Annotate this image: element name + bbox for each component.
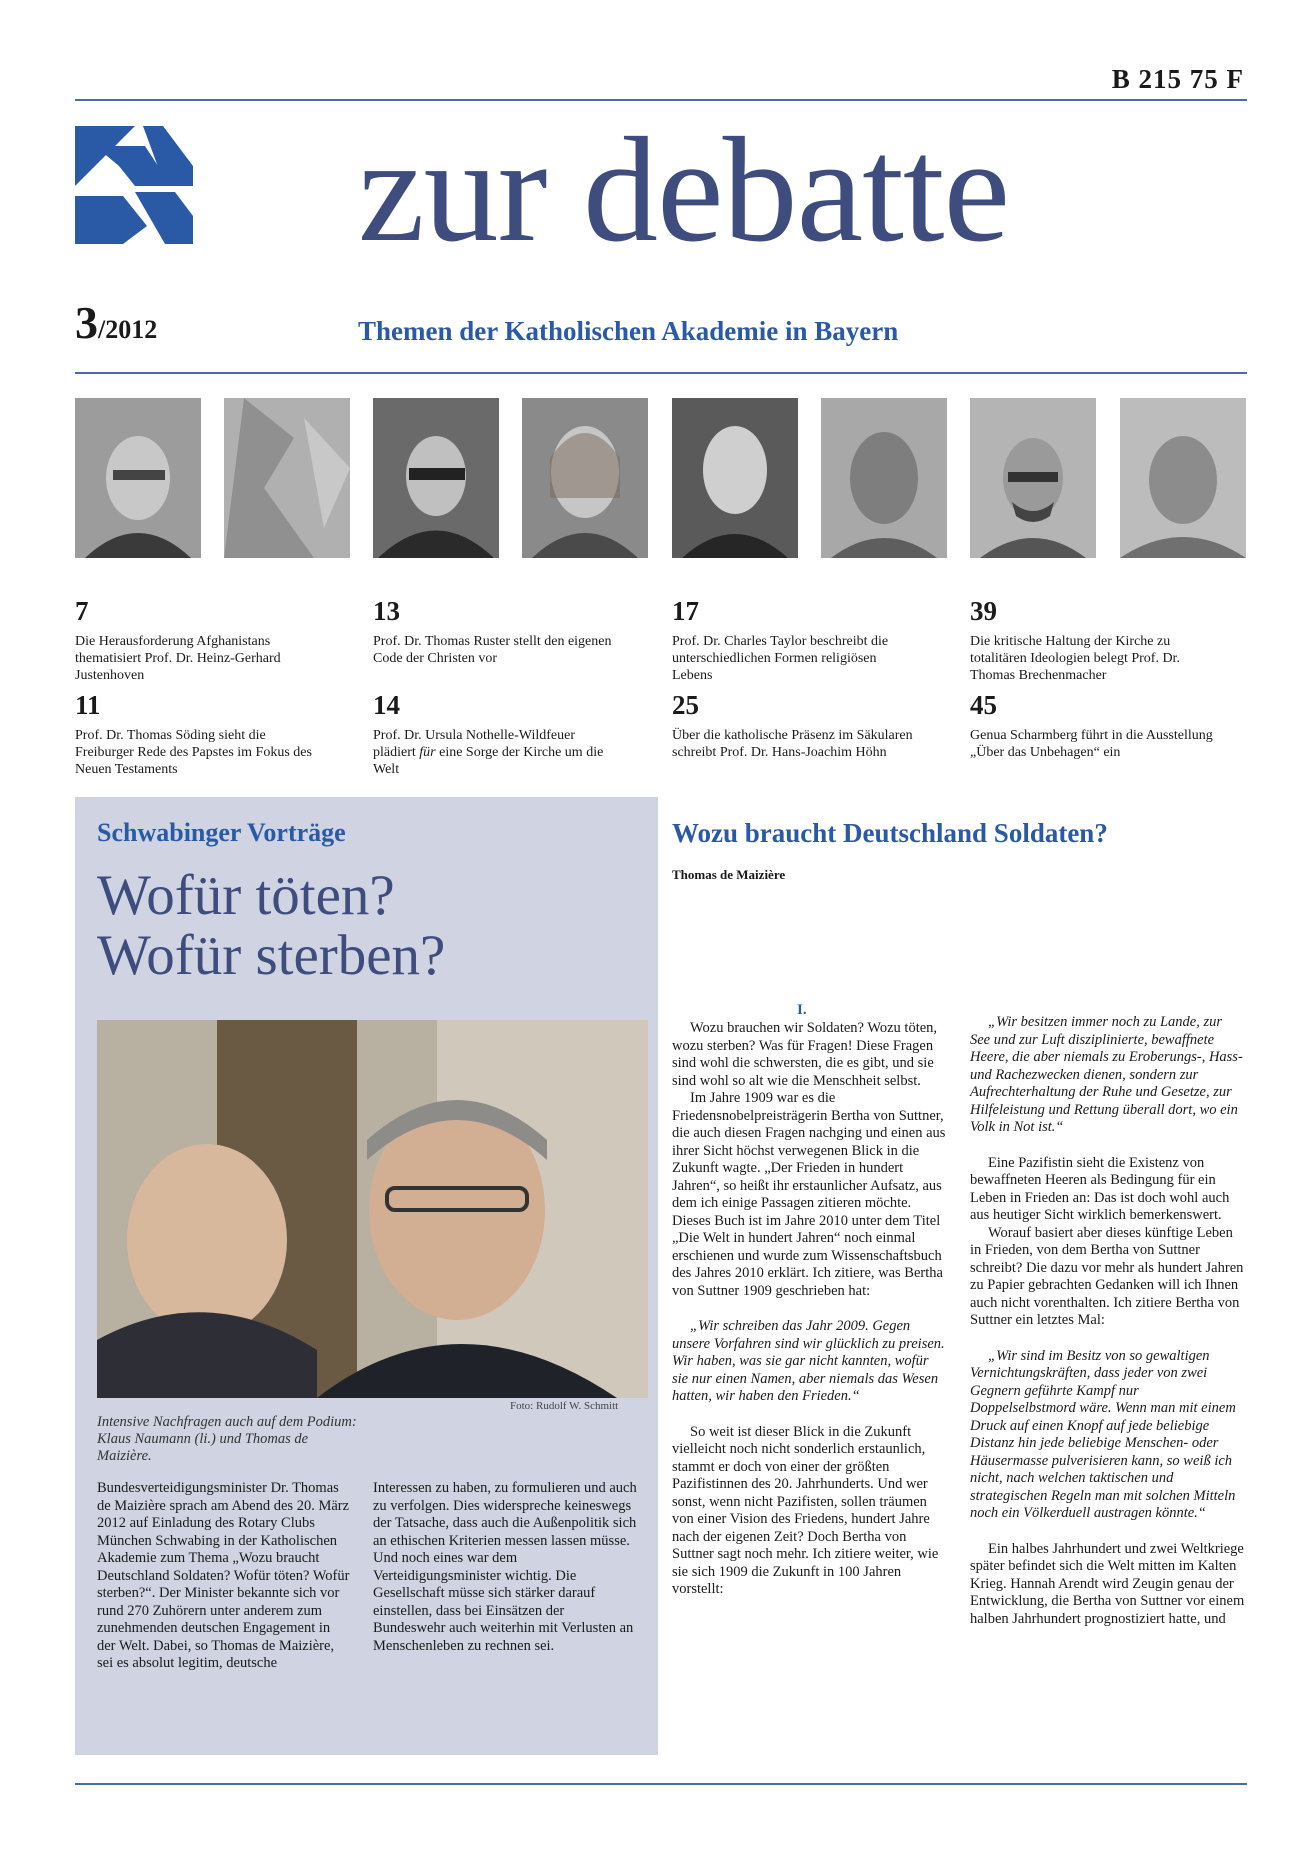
toc-entry-text: Die Herausforderung Afghanistans thematisiert Prof. Dr. Heinz-Gerhard Justenhoven <box>75 634 281 683</box>
masthead-subtitle: Themen der Katholischen Akademie in Bayern <box>358 316 899 346</box>
headline-line: Wofür töten? <box>97 864 395 927</box>
article-paragraph: Ein halbes Jahrhundert und zwei Weltkriege später befindet sich die Welt mitten im Kalten Krieg. Hannah Arendt wird Zeugin genau der Entwicklung, die Bertha von Suttner vor einem halben Jahrhundert prognostiziert hatte, und <box>970 1540 1245 1627</box>
headline-line: Wofür sterben? <box>97 924 446 987</box>
photo-caption: Intensive Nachfragen auch auf dem Podium: Klaus Naumann (li.) und Thomas de Maizière. <box>97 1414 357 1464</box>
toc-entry-text: Prof. Dr. Thomas Söding sieht die Freiburger Rede des Papstes im Fokus des Neuen Testaments <box>75 728 312 777</box>
issue-number <box>75 296 157 349</box>
portrait-photo <box>373 398 499 558</box>
toc-page-number: 14 <box>373 690 400 720</box>
photo-credit: Foto: Rudolf W. Schmitt <box>510 1400 619 1412</box>
feature-kicker: Schwabinger Vorträge <box>97 818 346 847</box>
toc-text-part: Prof. Dr. Ursula Nothelle-Wildfeuer plädiert <box>373 728 575 760</box>
toc-entry-text <box>373 727 618 778</box>
toc-page-number: 39 <box>970 596 997 626</box>
noise-photo <box>224 398 350 558</box>
toc-page-number: 45 <box>970 690 997 720</box>
header-rule <box>75 372 1247 374</box>
toc-entry-text: Prof. Dr. Thomas Ruster stellt den eigenen Code der Christen vor <box>373 634 612 666</box>
article-paragraph: So weit ist dieser Blick in die Zukunft vielleicht noch nicht sonderlich erstaunlich, stammt er doch von einer der größten Pazifistinnen des 20. Jahrhunderts. Und wer sonst, wenn nicht Pazifisten, sollen träumen von einer Vision des Friedens, hundert Jahre nach der eigenen Zeit? Doch Bertha von Suttner sagt noch mehr. Ich zitiere weiter, wie sie sich 1909 die Zukunft in 100 Jahren vorstellt: <box>672 1423 939 1597</box>
article-quote: „Wir sind im Besitz von so gewaltigen Vernichtungskräften, dass jeder von zwei Gegnern geführte Kampf nur Doppelselbstmord wäre. Wenn man mit einem Druck auf einen Knopf auf jede beliebige Distanz hin jede beliebige Menschen- oder Häusermasse pulverisieren kann, so weiß ich nicht, nach welchen taktischen und strategischen Regeln man mit solchen Mitteln noch ein Völkerduell austragen könnte.“ <box>970 1347 1236 1521</box>
article-paragraph: Worauf basiert aber dieses künftige Leben in Frieden, von dem Bertha von Suttner schreibt? Die dazu vor mehr als hundert Jahren zu Papier gebrachten Gedanken will ich Ihnen auch nicht vorenthalten. Ich zitiere Bertha von Suttner ein letztes Mal: <box>970 1224 1244 1328</box>
article-quote: „Wir besitzen immer noch zu Lande, zur See und zur Luft disziplinierte, bewaffnete Heere, die aber niemals zu Eroberungs-, Hass- und Rachezwecken dienen, sondern zur Aufrechterhaltung der Ruhe und Gesetze, zur Hilfeleistung und Rettung überall dort, wo ein Volk in Not ist.“ <box>970 1014 1243 1135</box>
feature-photo <box>97 1020 648 1398</box>
article-quote: „Wir schreiben das Jahr 2009. Gegen unsere Vorfahren sind wir glücklich zu preisen. Wir haben, was sie gar nicht kannten, wofür sie nur einen Namen, aber niemals das Wesen hatten, wir haben den Frieden.“ <box>672 1318 945 1404</box>
issue-year: /2012 <box>98 315 158 344</box>
issue-number-main: 3 <box>75 297 98 348</box>
bottom-rule <box>75 1783 1247 1785</box>
feature-paragraph: Interessen zu haben, zu formulieren und auch zu verfolgen. Dies widerspreche keineswegs der Tatsache, dass auch die Außenpolitik sich an ethischen Kriterien messen lassen müsse. Und noch eines war dem Verteidigungsminister wichtig. Die Gesellschaft müsse sich stärker darauf einstellen, dass bei Einsätzen der Bundeswehr auch weiterhin mit Verlusten an Menschenleben zu rechnen sei. <box>373 1480 637 1654</box>
toc-page-number: 11 <box>75 690 101 720</box>
publication-code: B 215 75 F <box>1111 64 1244 94</box>
article-paragraph: Eine Pazifistin sieht die Existenz von bewaffneten Heeren als Bedingung für ein Leben in Frieden an: Das ist doch wohl auch aus heutiger Sicht wirklich bemerkenswert. <box>970 1154 1230 1223</box>
noise-photo <box>1120 398 1246 558</box>
feature-paragraph: Bundesverteidigungsminister Dr. Thomas de Maizière sprach am Abend des 20. März 2012 auf Einladung des Rotary Clubs München Schwabing in der Katholischen Akademie zum Thema „Wozu braucht Deutschland Soldaten? Wofür töten? Wofür sterben?“. Der Minister bekannte sich vor rund 270 Zuhörern unter anderem zum zunehmenden deutschen Engagement in der Welt. Dabei, so Thomas de Maizière, sei es absolut legitim, deutsche <box>97 1480 350 1671</box>
toc-entry-text: Genua Scharmberg führt in die Ausstellung „Über das Unbehagen“ ein <box>970 728 1213 760</box>
toc-page-number: 7 <box>75 596 89 626</box>
toc-entry-text: Prof. Dr. Charles Taylor beschreibt die unterschiedlichen Formen religiösen Lebens <box>672 634 889 683</box>
feature-column <box>97 1480 352 1673</box>
toc-entry-text: Über die katholische Präsenz im Säkularen schreibt Prof. Dr. Hans-Joachim Höhn <box>672 728 913 760</box>
toc-text-emphasis: für <box>419 745 436 760</box>
portrait-photo <box>75 398 201 558</box>
article-column <box>970 1014 1245 1628</box>
top-rule <box>75 99 1247 101</box>
article-headline: Wozu braucht Deutschland Soldaten? <box>672 818 1108 848</box>
toc-page-number: 17 <box>672 596 699 626</box>
feature-headline <box>97 866 445 986</box>
feature-column <box>373 1480 638 1655</box>
toc-page-number: 13 <box>373 596 400 626</box>
article-column <box>672 1020 947 1599</box>
section-number: I. <box>797 1002 807 1018</box>
toc-text-part: eine Sorge der Kirche um die Welt <box>373 745 604 777</box>
academy-logo <box>75 126 193 244</box>
portrait-photo <box>672 398 798 558</box>
article-paragraph: Wozu brauchen wir Soldaten? Wozu töten, wozu sterben? Was für Fragen! Diese Fragen sind wohl die schwersten, die es gibt, und sie sind wohl so alt wie die Menschheit selbst. <box>672 1020 938 1089</box>
portrait-photo <box>970 398 1096 558</box>
masthead-title: zur debatte <box>358 107 1010 273</box>
article-author: Thomas de Maizière <box>672 867 786 882</box>
toc-entry-text: Die kritische Haltung der Kirche zu totalitären Ideologien belegt Prof. Dr. Thomas Brechenmacher <box>970 634 1180 683</box>
portrait-photo <box>522 398 648 558</box>
article-paragraph: Im Jahre 1909 war es die Friedensnobelpreisträgerin Bertha von Suttner, die auch diesen Fragen nachging und einen aus ihrer Sicht höchst verwegenen Blick in die Zukunft wagte. „Der Frieden in hundert Jahren“, so heißt ihr erstaunlicher Aufsatz, aus dem ich einige Passagen zitieren möchte. Dieses Buch ist im Jahre 2010 unter dem Titel „Die Welt in hundert Jahren“ noch einmal erschienen und wurde zum Wissenschaftsbuch des Jahres 2010 erklärt. Ich zitiere, was Bertha von Suttner 1909 geschrieben hat: <box>672 1090 946 1299</box>
noise-photo <box>821 398 947 558</box>
toc-page-number: 25 <box>672 690 699 720</box>
